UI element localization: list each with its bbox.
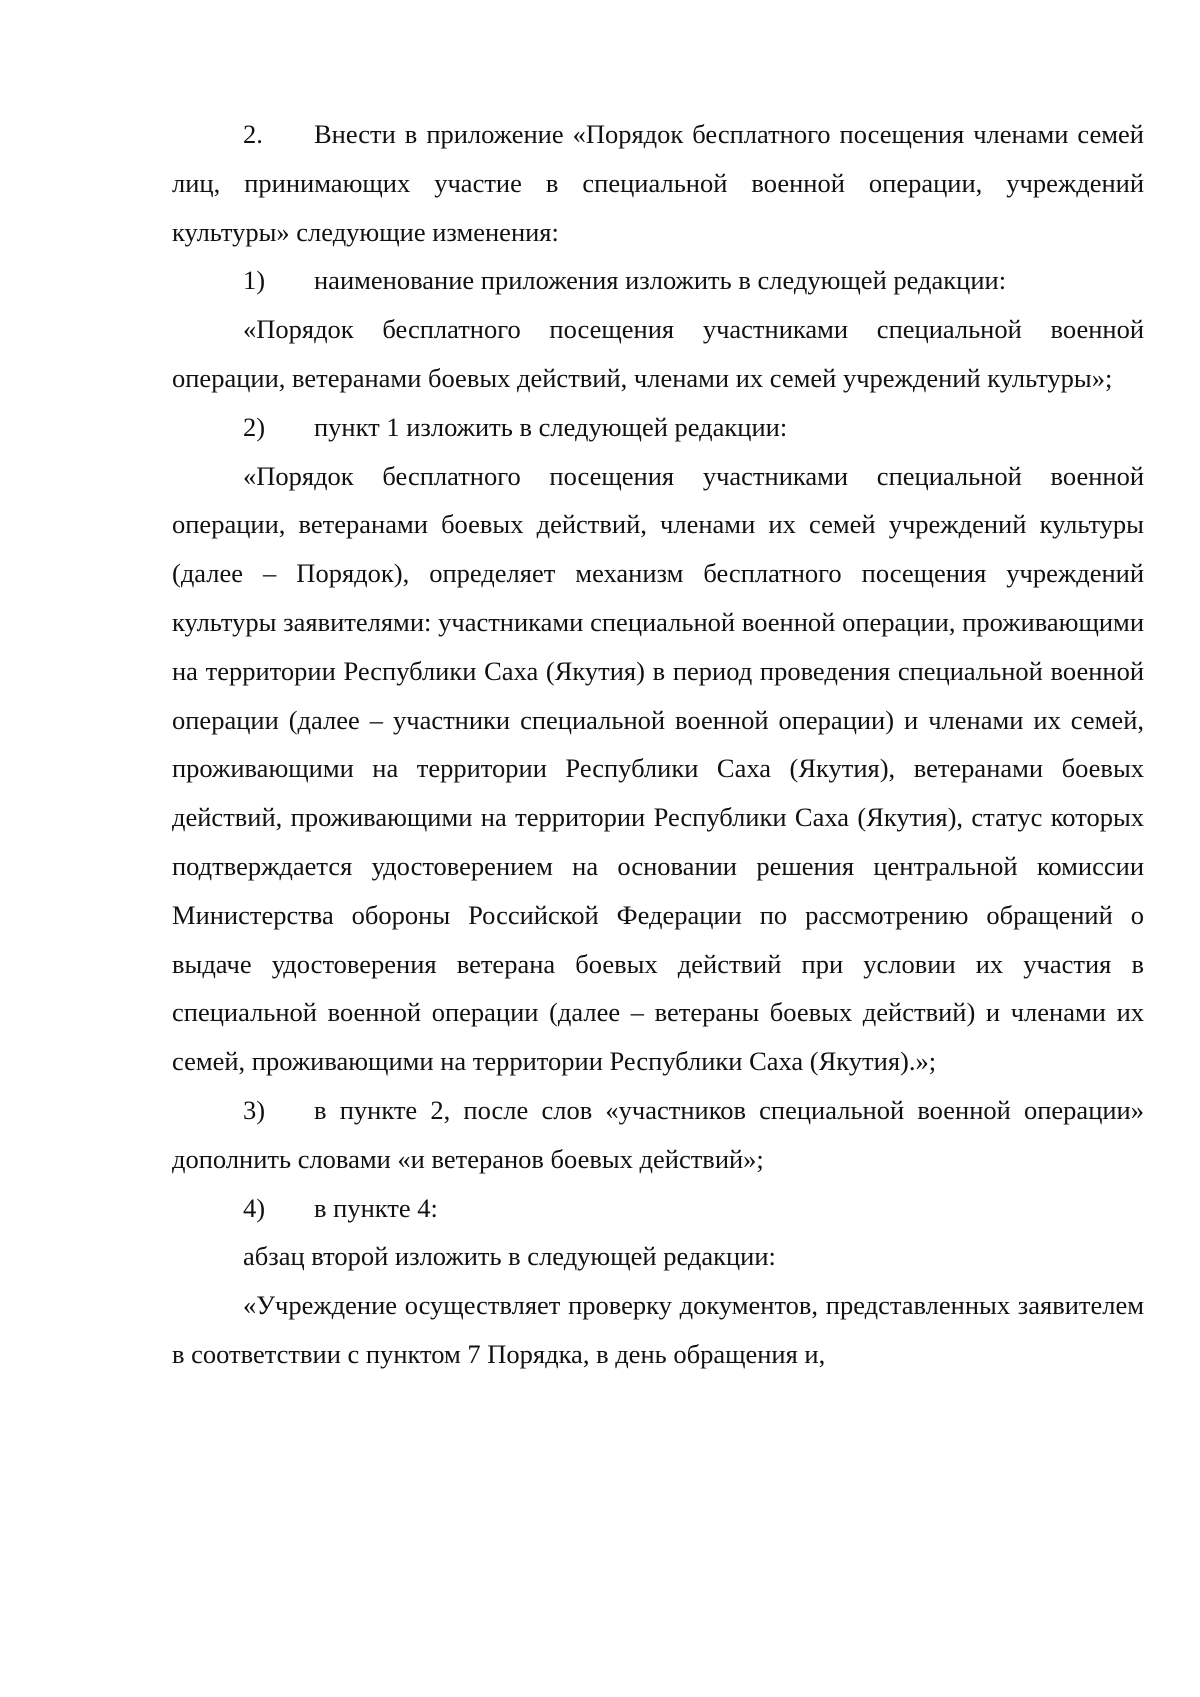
paragraph-subitem-4 xyxy=(172,1184,1144,1233)
paragraph-text: «Порядок бесплатного посещения участниками специальной военной операции, ветеранами боевых действий, членами их семей учреждений культуры»; xyxy=(172,314,1144,393)
paragraph-subitem-3 xyxy=(172,1086,1144,1184)
paragraph-subitem-2 xyxy=(172,403,1144,452)
paragraph-text: в пункте 2, после слов «участников специальной военной операции» дополнить словами «и ветеранов боевых действий»; xyxy=(172,1094,1144,1174)
item-number: 2) xyxy=(243,411,266,442)
item-number: 1) xyxy=(243,265,266,296)
paragraph-text: наименование приложения изложить в следующей редакции: xyxy=(314,265,1007,296)
document-body xyxy=(172,110,1144,1379)
paragraph-text: «Порядок бесплатного посещения участниками специальной военной операции, ветеранами боевых действий, членами их семей учреждений культуры (далее – Порядок), определяет механизм бесплатного посещения учреждений культуры заявителями: участниками специальной военной операции, проживающими на территории Республики Саха (Якутия) в период проведения специальной военной операции (далее – участники специальной военной операции) и членами их семей, проживающими на территории Республики Саха (Якутия), ветеранами боевых действий, проживающими на территории Республики Саха (Якутия), статус которых подтверждается удостоверением на основании решения центральной комиссии Министерства обороны Российской Федерации по рассмотрению обращений о выдаче удостоверения ветерана боевых действий при условии их участия в специальной военной операции (далее – ветераны боевых действий) и членами их семей, проживающими на территории Республики Саха (Якутия).»; xyxy=(172,460,1144,1077)
paragraph-quote-point-1 xyxy=(172,452,1144,1086)
paragraph-text: Внести в приложение «Порядок бесплатного посещения членами семей лиц, принимающих участие в специальной военной операции, учреждений культуры» следующие изменения: xyxy=(172,119,1144,247)
paragraph-quote-institution xyxy=(172,1281,1144,1379)
paragraph-item-2 xyxy=(172,110,1144,256)
paragraph-second-abzac xyxy=(172,1232,1144,1281)
item-number: 4) xyxy=(243,1192,266,1223)
item-number: 3) xyxy=(243,1094,266,1125)
paragraph-text: пункт 1 изложить в следующей редакции: xyxy=(314,411,788,442)
paragraph-subitem-1 xyxy=(172,256,1144,305)
paragraph-text: абзац второй изложить в следующей редакции: xyxy=(243,1241,776,1272)
paragraph-text: «Учреждение осуществляет проверку документов, представленных заявителем в соответствии с пунктом 7 Порядка, в день обращения и, xyxy=(172,1290,1144,1369)
paragraph-quote-title xyxy=(172,305,1144,403)
paragraph-text: в пункте 4: xyxy=(314,1192,438,1223)
item-number: 2. xyxy=(243,119,263,149)
